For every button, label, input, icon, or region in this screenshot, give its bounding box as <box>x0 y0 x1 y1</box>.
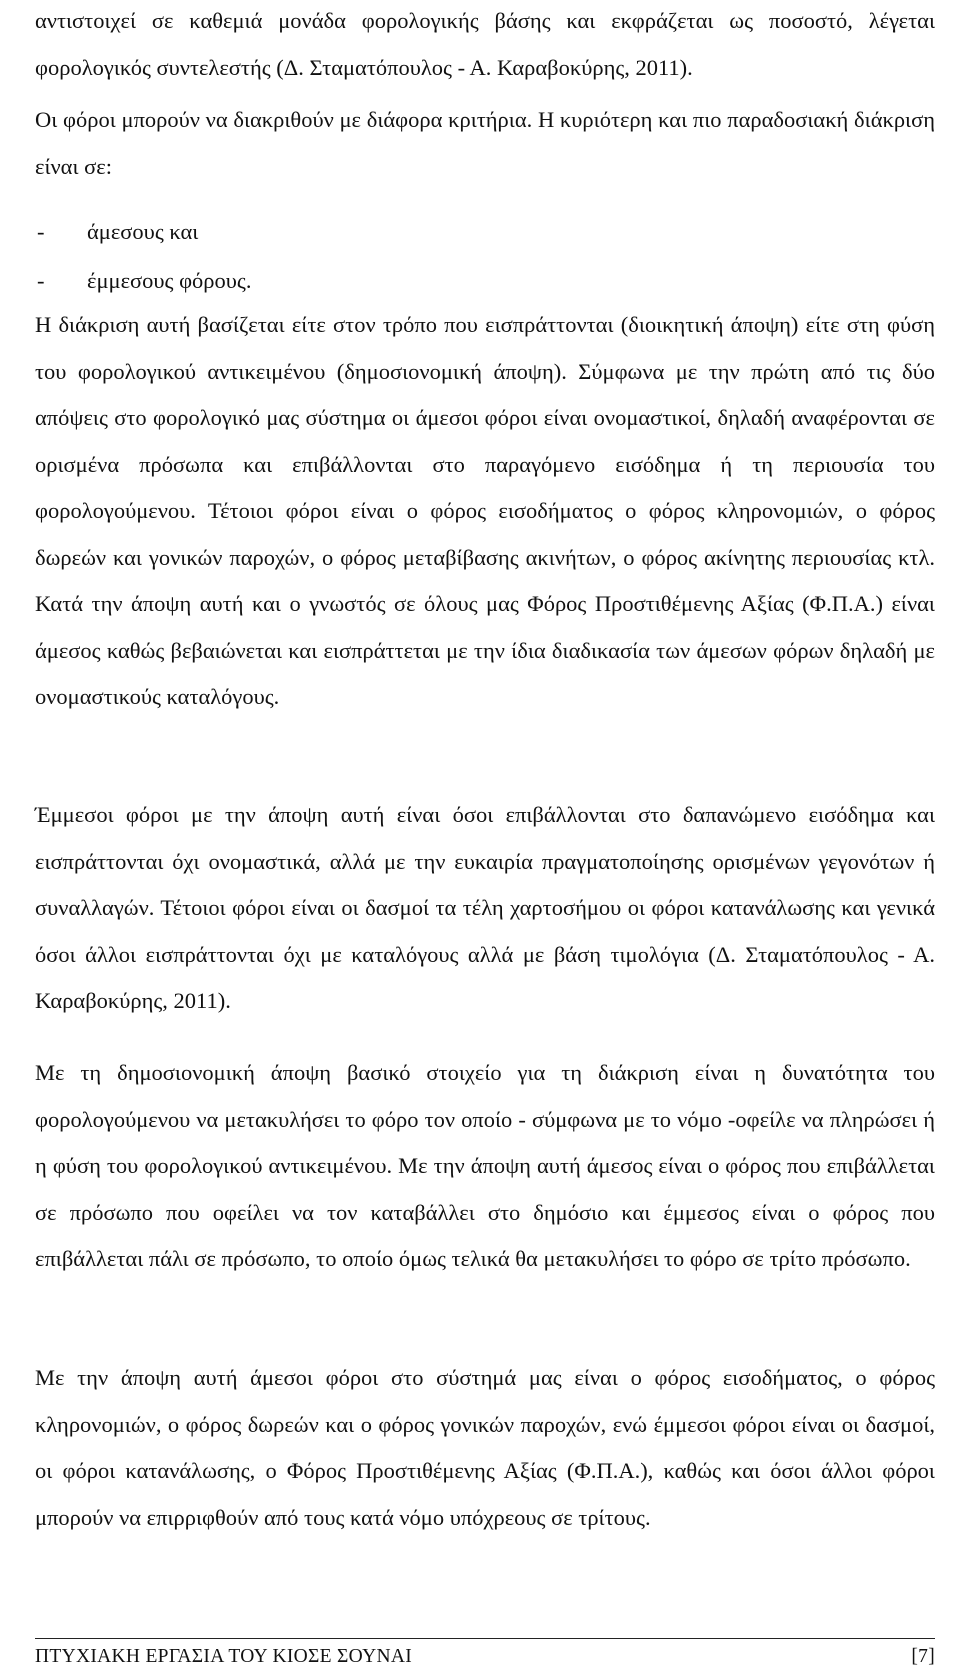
list-item-text: έμμεσους φόρους. <box>87 268 252 293</box>
list-item-text: άμεσους και <box>87 219 199 244</box>
list-item-indirect <box>35 256 935 305</box>
paragraph-4: Έμμεσοι φόροι με την άποψη αυτή είναι όσοι επιβάλλονται στο δαπανώμενο εισόδημα και εισπράττονται όχι ονομαστικά, αλλά με την ευκαιρία πραγματοποίησης ορισμένων γεγονότων ή συναλλαγών. Τέτοιοι φόροι είναι οι δασμοί τα τέλη χαρτοσήμου οι φόροι κατανάλωσης και γενικά όσοι άλλοι εισπράττονται όχι με καταλόγους αλλά με βάση τιμολόγια (Δ. Σταματόπουλος - Α. Καραβοκύρης, 2011). <box>35 802 935 1013</box>
paragraph-3: Η διάκριση αυτή βασίζεται είτε στον τρόπο που εισπράττονται (διοικητική άποψη) είτε στη φύση του φορολογικού αντικειμένου (δημοσιονομική άποψη). Σύμφωνα με την πρώτη από τις δύο απόψεις στο φορολογικό μας σύστημα οι άμεσοι φόροι είναι ονομαστικοί, δηλαδή αναφέρονται σε ορισμένα πρόσωπα και επιβάλλονται στο παραγόμενο εισόδημα ή τη περιουσία του φορολογούμενου. Τέτοιοι φόροι είναι ο φόρος εισοδήματος ο φόρος κληρονομιών, ο φόρος δωρεών και γονικών παροχών, ο φόρος μεταβίβασης ακινήτων, ο φόρος ακίνητης περιουσίας κτλ. Κατά την άποψη αυτή και ο γνωστός σε όλους μας Φόρος Προστιθέμενης Αξίας (Φ.Π.Α.) είναι άμεσος καθώς βεβαιώνεται και εισπράττεται με την ίδια διαδικασία των άμεσων φόρων δηλαδή με ονομαστικούς καταλόγους. <box>35 312 935 709</box>
page-number: [7] <box>911 1646 935 1667</box>
list-dash: - <box>37 268 45 293</box>
list-dash: - <box>37 219 45 244</box>
paragraph-6: Με την άποψη αυτή άμεσοι φόροι στο σύστημά μας είναι ο φόρος εισοδήματος, ο φόρος κληρονομιών, ο φόρος δωρεών και ο φόρος γονικών παροχών, ενώ έμμεσοι φόροι είναι οι δασμοί, οι φόροι κατανάλωσης, ο Φόρος Προστιθέμενης Αξίας (Φ.Π.Α.), καθώς και όσοι άλλοι φόροι μπορούν να επιρριφθούν από τους κατά νόμο υπόχρεους σε τρίτους. <box>35 1365 935 1530</box>
list-item-direct <box>35 207 935 256</box>
paragraph-1: αντιστοιχεί σε καθεμιά μονάδα φορολογικής βάσης και εκφράζεται ως ποσοστό, λέγεται φορολογικός συντελεστής (Δ. Σταματόπουλος - Α. Καραβοκύρης, 2011). <box>35 8 935 80</box>
paragraph-5: Με τη δημοσιονομική άποψη βασικό στοιχείο για τη διάκριση είναι η δυνατότητα του φορολογούμενου να μετακυλήσει το φόρο τον οποίο - σύμφωνα με το νόμο -οφείλε να πληρώσει ή η φύση του φορολογικού αντικειμένου. Με την άποψη αυτή άμεσος είναι ο φόρος που επιβάλλεται σε πρόσωπο που οφείλει να τον καταβάλλει στο δημόσιο και έμμεσος είναι ο φόρος που επιβάλλεται πάλι σε πρόσωπο, το οποίο όμως τελικά θα μετακυλήσει το φόρο σε τρίτο πρόσωπο. <box>35 1060 935 1271</box>
page-footer <box>35 1642 935 1672</box>
footer-divider <box>35 1638 935 1639</box>
paragraph-2: Οι φόροι μπορούν να διακριθούν με διάφορα κριτήρια. Η κυριότερη και πιο παραδοσιακή διάκριση είναι σε: <box>35 107 935 179</box>
tax-type-list <box>35 207 935 305</box>
footer-title: ΠΤΥΧΙΑΚΗ ΕΡΓΑΣΙΑ ΤΟΥ ΚΙΟΣΕ ΣΟΥΝΑΙ <box>35 1646 413 1667</box>
